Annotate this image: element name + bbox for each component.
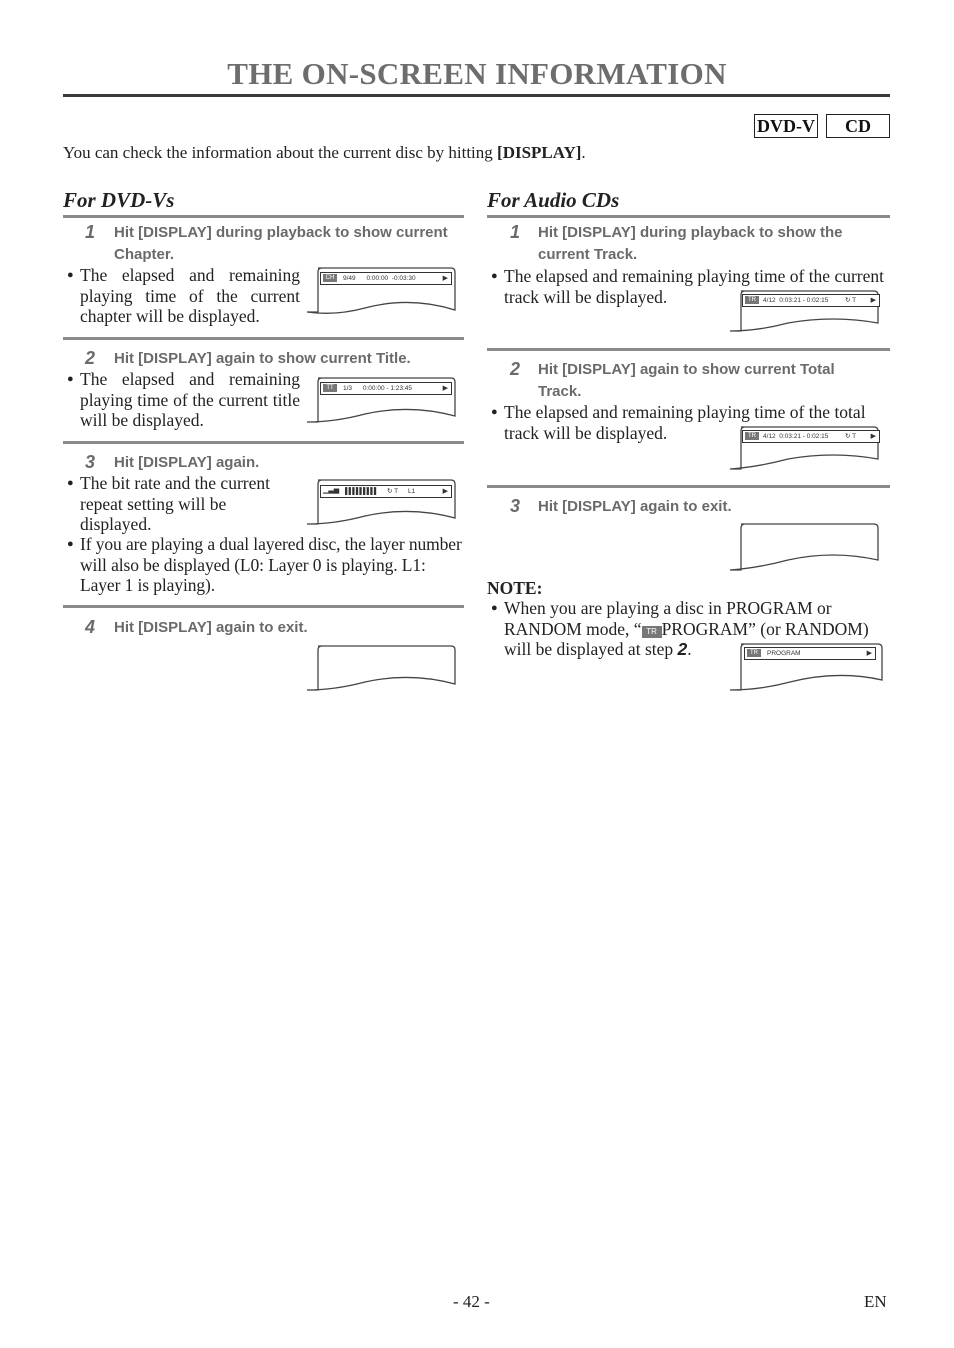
dvd-step-2-text: Hit [DISPLAY] again to show current Title.: [114, 350, 411, 367]
dvd-step-3-number: 3: [85, 452, 96, 472]
dvd-title-osd: TT 1/3 0:00:00 - 1:23:45 ▶: [320, 382, 452, 395]
repeat-icon: ↻ T: [845, 433, 857, 440]
page-number: - 42 -: [453, 1292, 490, 1311]
note-heading: NOTE:: [487, 578, 543, 598]
cd-tag: CD: [826, 114, 890, 138]
dvd-step-3-text: Hit [DISPLAY] again.: [114, 454, 260, 471]
dvd-v-tag: DVD-V: [754, 114, 818, 138]
dvd-divider-1: [63, 337, 464, 340]
dvd-step-4-number: 4: [85, 617, 96, 637]
dvd-step-1-number: 1: [85, 222, 96, 242]
track-icon: TR: [745, 432, 759, 440]
play-icon: ▶: [442, 385, 448, 392]
page-title: THE ON-SCREEN INFORMATION: [227, 56, 727, 91]
cd-divider-1: [487, 348, 890, 351]
title-icon: TT: [323, 384, 337, 392]
cd-step-2-number: 2: [510, 359, 521, 379]
cd-heading-rule: [487, 215, 890, 218]
cd-heading: For Audio CDs: [487, 188, 620, 212]
program-osd: TR PROGRAM ▶: [744, 647, 876, 660]
cd-step-1-bullet: ● The elapsed and remaining playing time of the current track will be displayed.: [491, 266, 885, 307]
dvd-bitrate-osd: [320, 485, 452, 498]
intro-text: You can check the information about the current disc by hitting [DISPLAY].: [63, 143, 586, 162]
dvd-chapter-osd: CH 9/49 0:00:00 -0:03:30 ▶: [320, 272, 452, 285]
cd-step-2-text: Hit [DISPLAY] again to show current Total Track.: [538, 361, 835, 400]
play-icon: ▶: [870, 297, 876, 304]
dvd-divider-3: [63, 605, 464, 608]
track-icon: TR: [642, 626, 662, 638]
cd-step-2-bullet: ● The elapsed and remaining playing time of the total track will be displayed.: [491, 402, 866, 443]
layer-label: L1: [408, 488, 416, 495]
cd-step-1-number: 1: [510, 222, 521, 242]
play-icon: ▶: [442, 275, 448, 282]
cd-step-3-number: 3: [510, 496, 521, 516]
track-icon: TR: [747, 649, 761, 657]
bitrate-bar: ▌▌▌▌▌▌▌▌▌: [345, 488, 378, 495]
track-icon: TR: [745, 296, 759, 304]
cd-step-3-text: Hit [DISPLAY] again to exit.: [538, 498, 732, 515]
dvd-divider-2: [63, 441, 464, 444]
dvd-step-2-bullet: ● The elapsed and remaining playing time of the current title will be displayed.: [67, 369, 300, 430]
dvd-heading-rule: [63, 215, 464, 218]
bitrate-icon: ▁▃▅: [323, 487, 340, 494]
dvd-step-4-text: Hit [DISPLAY] again to exit.: [114, 619, 308, 636]
dvd-heading: For DVD-Vs: [63, 188, 175, 212]
chapter-icon: CH: [323, 274, 337, 282]
dvd-step-2-number: 2: [85, 348, 96, 368]
play-icon: ▶: [442, 488, 448, 495]
language-code: EN: [864, 1292, 887, 1311]
dvd-step-3-bullet-2: ● If you are playing a dual layered disc, the layer number will also be displayed (L0: Layer 0 is playing. L1: Layer 1 is playing).: [67, 534, 462, 595]
cd-total-track-osd: TR 4/12 0:03:21 - 0:02:15 ↻ T ▶: [742, 430, 880, 443]
cd-track-osd: TR 4/12 0:03:21 - 0:02:15 ↻ T ▶: [742, 294, 880, 307]
play-icon: ▶: [866, 650, 872, 657]
dvd-step-1-bullet: ● The elapsed and remaining playing time of the current chapter will be displayed.: [67, 265, 300, 326]
cd-step-1-text: Hit [DISPLAY] during playback to show the current Track.: [538, 224, 843, 263]
cd-step-3-screen: [728, 522, 888, 574]
cd-divider-2: [487, 485, 890, 488]
dvd-step-3-bullet-1: ● The bit rate and the current repeat setting will be displayed.: [67, 473, 270, 534]
repeat-icon: ↻ T: [845, 297, 857, 304]
play-icon: ▶: [870, 433, 876, 440]
title-rule: [63, 94, 890, 97]
repeat-icon: ↻ T: [387, 488, 399, 495]
dvd-step-4-screen: [305, 644, 465, 696]
note-bullet: ● When you are playing a disc in PROGRAM or RANDOM mode, “ TR PROGRAM” (or RANDOM) will be displayed at step 2.: [491, 598, 869, 659]
dvd-step-1-text: Hit [DISPLAY] during playback to show current Chapter.: [114, 224, 448, 263]
